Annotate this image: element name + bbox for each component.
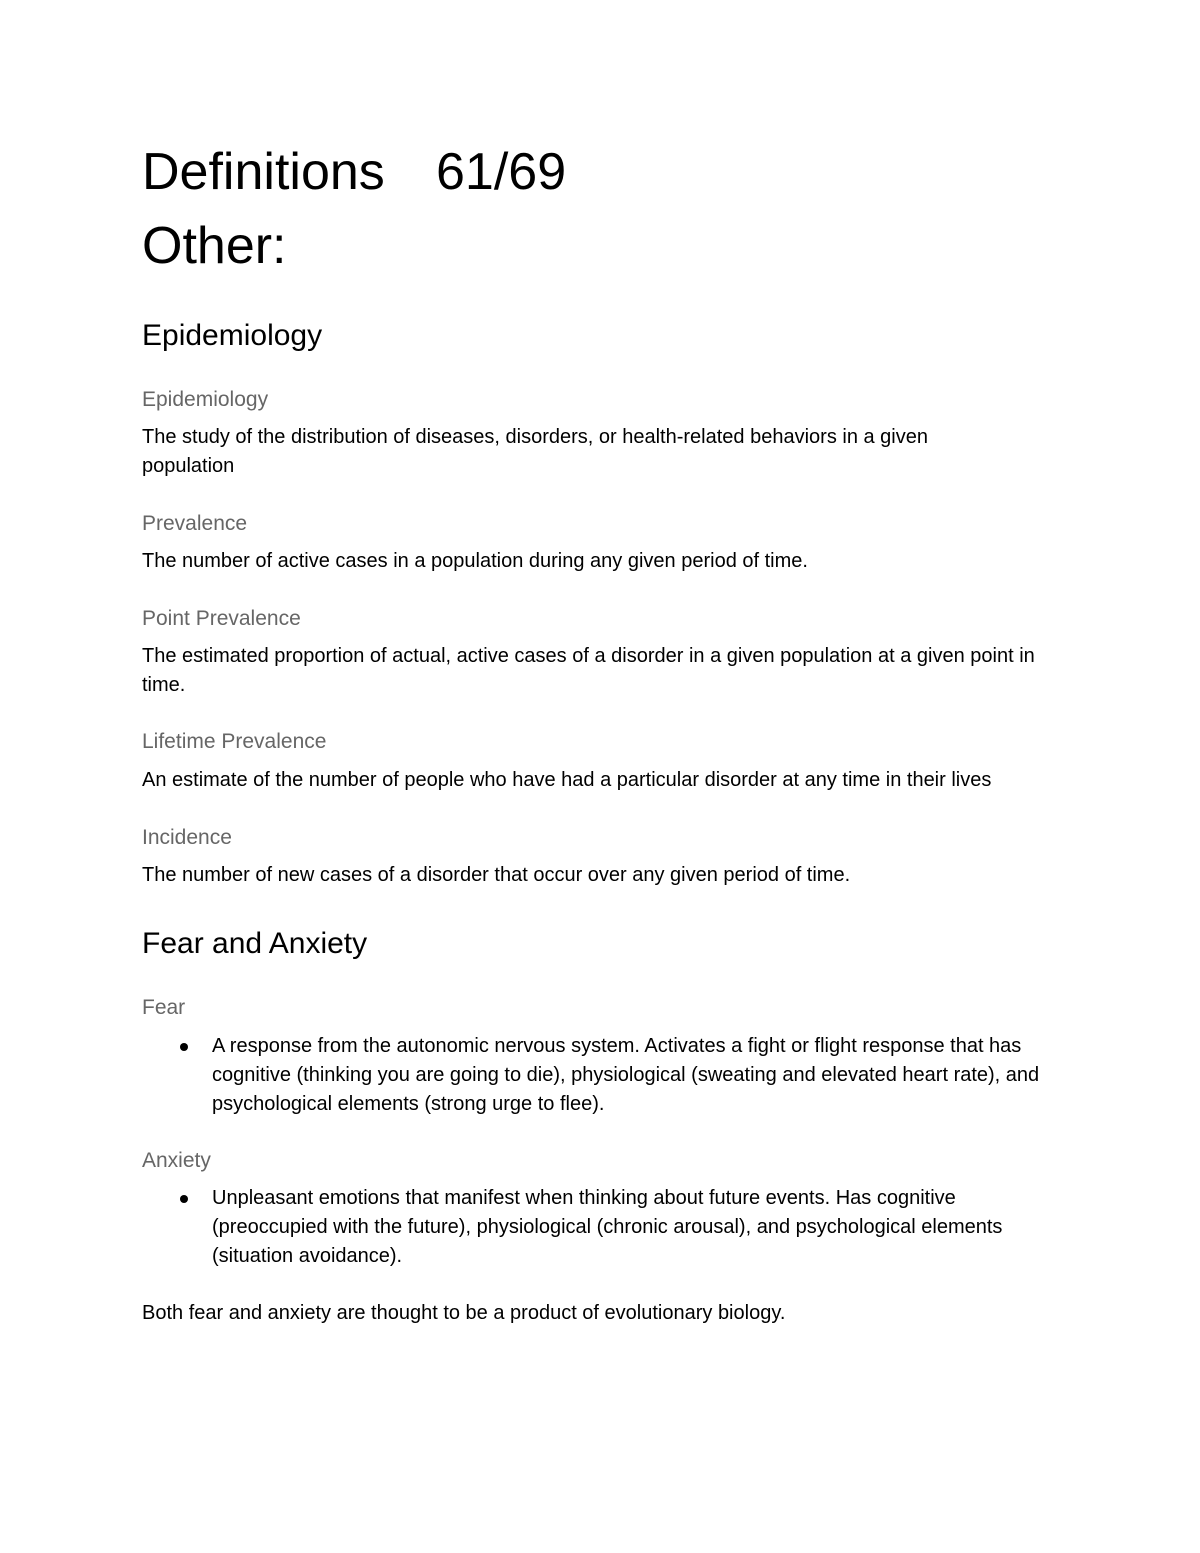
page-count: 61/69 (436, 143, 567, 201)
term-point-prevalence: Point Prevalence (142, 607, 301, 630)
title-text: Definitions (142, 143, 385, 201)
page-subtitle: Other: (142, 217, 287, 275)
term-incidence: Incidence (142, 826, 232, 849)
definition-point-prevalence: The estimated proportion of actual, active cases of a disorder in a given population at a given point in time. (142, 645, 1035, 696)
closing-statement: Both fear and anxiety are thought to be a product of evolutionary biology. (142, 1302, 786, 1324)
bullet-icon (180, 1043, 188, 1051)
anxiety-description: Unpleasant emotions that manifest when thinking about future events. Has cognitive (preoccupied with the future), physiological (chronic arousal), and psychological elements (situation avoidance). (212, 1187, 1003, 1267)
definition-prevalence: The number of active cases in a population during any given period of time. (142, 550, 808, 572)
term-epidemiology: Epidemiology (142, 388, 269, 411)
page-title (142, 142, 742, 202)
list-item (142, 1184, 1042, 1271)
section-heading-epidemiology: Epidemiology (142, 319, 323, 352)
list-item (142, 1032, 1062, 1119)
definition-incidence: The number of new cases of a disorder that occur over any given period of time. (142, 864, 851, 886)
bullet-icon (180, 1195, 188, 1203)
term-fear: Fear (142, 996, 186, 1019)
term-prevalence: Prevalence (142, 512, 248, 535)
anxiety-bullet-list (142, 1184, 1042, 1271)
term-anxiety: Anxiety (142, 1149, 211, 1172)
fear-bullet-list (142, 1032, 1062, 1119)
fear-description: A response from the autonomic nervous system. Activates a fight or flight response that has cognitive (thinking you are going to die), physiological (sweating and elevated heart rate), and psychological elements (strong urge to flee). (212, 1035, 1040, 1115)
definition-lifetime-prevalence: An estimate of the number of people who have had a particular disorder at any time in their lives (142, 769, 992, 791)
definition-epidemiology: The study of the distribution of diseases, disorders, or health-related behaviors in a given population (142, 426, 928, 477)
section-heading-fear-anxiety: Fear and Anxiety (142, 927, 368, 960)
term-lifetime-prevalence: Lifetime Prevalence (142, 730, 327, 753)
